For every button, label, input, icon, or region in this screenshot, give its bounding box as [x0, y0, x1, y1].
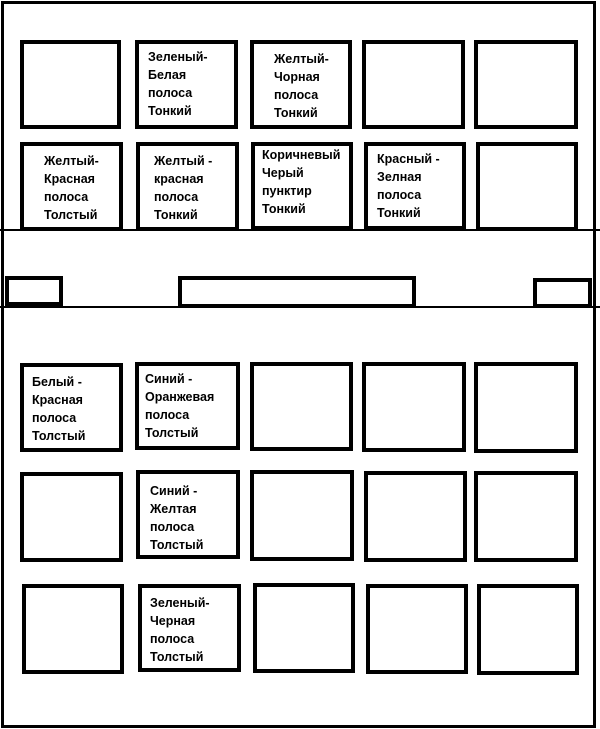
- cell-top-r1-c5: [474, 40, 578, 129]
- cell-bottom-r2-c5: [474, 471, 578, 562]
- cell-top-r2-c5: [476, 142, 578, 231]
- cell-top-r2-c3: [251, 142, 353, 230]
- cell-top-r2-c4: [364, 142, 466, 230]
- cell-top-r2-c1: [20, 142, 123, 231]
- cell-top-r1-c2: [135, 40, 238, 129]
- cell-top-r1-c4: [362, 40, 465, 129]
- cell-bottom-r3-c4: [366, 584, 468, 674]
- cell-bottom-r1-c4: [362, 362, 466, 452]
- cell-bottom-r2-c1: [20, 472, 123, 562]
- cell-bottom-r1-c1: [20, 363, 123, 452]
- bar-center: [178, 276, 416, 308]
- cell-bottom-r3-c3: [253, 583, 355, 673]
- cell-bottom-r3-c5: [477, 584, 579, 675]
- cell-label: Зеленый- Черная полоса Толстый: [150, 596, 210, 664]
- cell-top-r1-c1: [20, 40, 121, 129]
- cell-bottom-r2-c4: [364, 471, 467, 562]
- cell-bottom-r3-c2: [138, 584, 241, 672]
- cell-bottom-r1-c3: [250, 362, 353, 451]
- cell-label: Желтый- Красная полоса Толстый: [44, 154, 99, 222]
- cell-label: Коричневый Черый пунктир Тонкий: [262, 148, 341, 216]
- cell-bottom-r1-c5: [474, 362, 578, 453]
- bar-right: [533, 278, 592, 308]
- cell-top-r2-c2: [136, 142, 239, 231]
- cell-label: Синий - Желтая полоса Толстый: [150, 484, 204, 552]
- cell-label: Синий - Оранжевая полоса Толстый: [145, 372, 215, 440]
- cell-label: Зеленый- Белая полоса Тонкий: [148, 50, 208, 118]
- cell-bottom-r2-c3: [250, 470, 354, 561]
- cell-bottom-r2-c2: [136, 470, 240, 559]
- cell-label: Желтый- Чорная полоса Тонкий: [274, 52, 329, 120]
- cell-label: Красный - Зелная полоса Тонкий: [377, 152, 440, 220]
- cell-label: Желтый - красная полоса Тонкий: [154, 154, 213, 222]
- cell-bottom-r1-c2: [135, 362, 240, 450]
- bar-left: [5, 276, 63, 306]
- cell-top-r1-c3: [250, 40, 352, 129]
- cell-label: Белый - Красная полоса Толстый: [32, 375, 86, 443]
- cell-bottom-r3-c1: [22, 584, 124, 674]
